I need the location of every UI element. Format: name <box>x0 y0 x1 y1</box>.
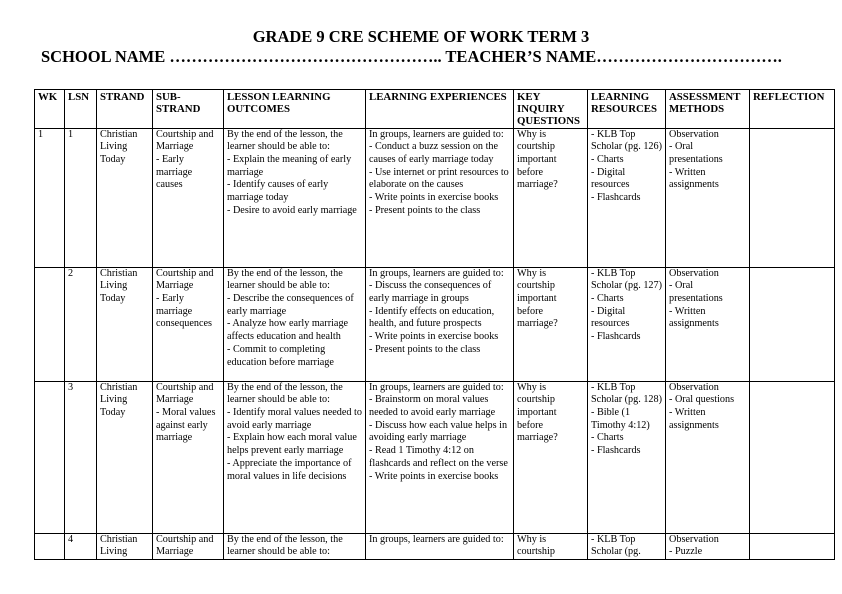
cell-lsn: 3 <box>65 381 97 533</box>
cell-outcomes: By the end of the lesson, the learner should be able to: <box>224 533 366 559</box>
cell-strand: Christian Living Today <box>97 381 153 533</box>
column-header-resources: LEARNING RESOURCES <box>588 90 666 129</box>
cell-sub-strand: Courtship and Marriage - Early marriage causes <box>153 128 224 267</box>
cell-wk <box>35 267 65 381</box>
cell-lsn: 2 <box>65 267 97 381</box>
cell-assessment: Observation - Oral questions - Written assignments <box>666 381 750 533</box>
cell-strand: Christian Living Today <box>97 267 153 381</box>
cell-assessment: Observation - Puzzle <box>666 533 750 559</box>
cell-resources: - KLB Top Scholar (pg. <box>588 533 666 559</box>
table-row <box>35 128 835 267</box>
column-header-experiences: LEARNING EXPERIENCES <box>366 90 514 129</box>
cell-questions: Why is courtship important before marriage? <box>514 267 588 381</box>
column-header-wk: WK <box>35 90 65 129</box>
page-title: GRADE 9 CRE SCHEME OF WORK TERM 3 <box>252 27 590 46</box>
cell-outcomes: By the end of the lesson, the learner should be able to: - Explain the meaning of early marriage - Identify causes of early marriage today - Desire to avoid early marriage <box>224 128 366 267</box>
cell-questions: Why is courtship important before marriage? <box>514 381 588 533</box>
cell-wk <box>35 533 65 559</box>
cell-resources: - KLB Top Scholar (pg. 126) - Charts - Digital resources - Flashcards <box>588 128 666 267</box>
table-row <box>35 381 835 533</box>
cell-assessment: Observation - Oral presentations - Written assignments <box>666 128 750 267</box>
cell-resources: - KLB Top Scholar (pg. 128) - Bible (1 Timothy 4:12) - Charts - Flashcards <box>588 381 666 533</box>
cell-resources: - KLB Top Scholar (pg. 127) - Charts - Digital resources - Flashcards <box>588 267 666 381</box>
column-header-sub-strand: SUB-STRAND <box>153 90 224 129</box>
cell-experiences: In groups, learners are guided to: <box>366 533 514 559</box>
cell-reflection <box>750 267 835 381</box>
cell-lsn: 4 <box>65 533 97 559</box>
cell-questions: Why is courtship important before marriage? <box>514 128 588 267</box>
school-teacher-line: SCHOOL NAME ………………………………………….. TEACHER’S NAME……………………………. <box>41 47 782 66</box>
cell-sub-strand: Courtship and Marriage <box>153 533 224 559</box>
cell-experiences: In groups, learners are guided to: - Conduct a buzz session on the causes of early marriage today - Use internet or print resources to elaborate on the causes - Write points in exercise books - Present points to the class <box>366 128 514 267</box>
cell-strand: Christian Living Today <box>97 128 153 267</box>
cell-outcomes: By the end of the lesson, the learner should be able to: - Describe the consequences of early marriage - Analyze how early marriage affects education and health - Commit to completing education before marriage <box>224 267 366 381</box>
table-row <box>35 533 835 559</box>
cell-wk: 1 <box>35 128 65 267</box>
scheme-of-work-table <box>34 89 835 560</box>
cell-reflection <box>750 381 835 533</box>
cell-sub-strand: Courtship and Marriage - Early marriage consequences <box>153 267 224 381</box>
column-header-outcomes: LESSON LEARNING OUTCOMES <box>224 90 366 129</box>
cell-lsn: 1 <box>65 128 97 267</box>
cell-strand: Christian Living <box>97 533 153 559</box>
cell-questions: Why is courtship <box>514 533 588 559</box>
cell-reflection <box>750 128 835 267</box>
cell-wk <box>35 381 65 533</box>
cell-reflection <box>750 533 835 559</box>
column-header-lsn: LSN <box>65 90 97 129</box>
cell-sub-strand: Courtship and Marriage - Moral values against early marriage <box>153 381 224 533</box>
column-header-strand: STRAND <box>97 90 153 129</box>
cell-experiences: In groups, learners are guided to: - Brainstorm on moral values needed to avoid early marriage - Discuss how each value helps in avoiding early marriage - Read 1 Timothy 4:12 on flashcards and reflect on the verse - Write points in exercise books <box>366 381 514 533</box>
column-header-questions: KEY INQUIRY QUESTIONS <box>514 90 588 129</box>
cell-outcomes: By the end of the lesson, the learner should be able to: - Identify moral values needed to avoid early marriage - Explain how each moral value helps prevent early marriage - Appreciate the importance of moral values in life decisions <box>224 381 366 533</box>
column-header-reflection: REFLECTION <box>750 90 835 129</box>
table-row <box>35 267 835 381</box>
cell-assessment: Observation - Oral presentations - Written assignments <box>666 267 750 381</box>
cell-experiences: In groups, learners are guided to: - Discuss the consequences of early marriage in groups - Identify effects on education, health, and future prospects - Write points in exercise books - Present points to the class <box>366 267 514 381</box>
table-header-row <box>35 90 835 129</box>
column-header-assessment: ASSESSMENT METHODS <box>666 90 750 129</box>
